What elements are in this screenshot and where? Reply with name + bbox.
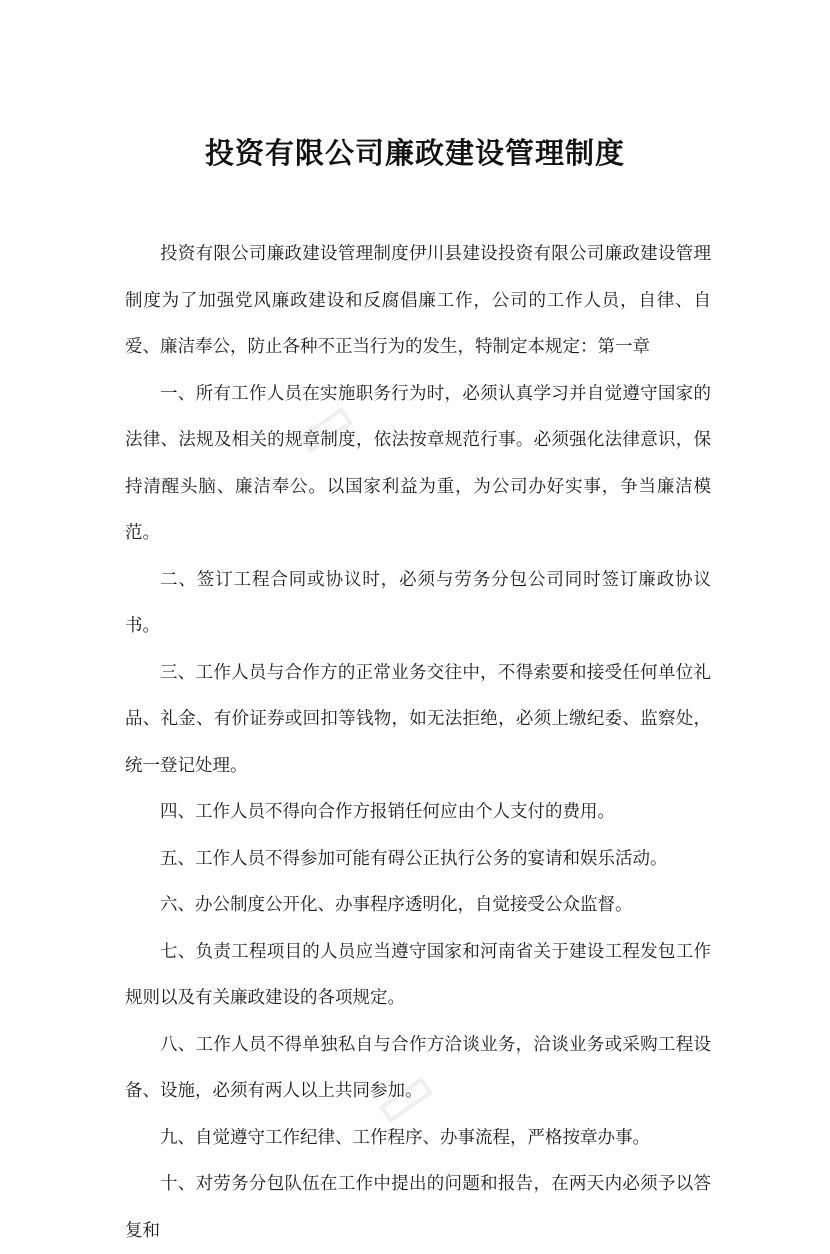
- paragraph-3: 三、工作人员与合作方的正常业务交往中，不得索要和接受任何单位礼品、礼金、有价证券或回扣等钱物，如无法拒绝，必须上缴纪委、监察处，统一登记处理。: [125, 662, 711, 776]
- paragraph-2: 二、签订工程合同或协议时，必须与劳务分包公司同时签订廉政协议书。: [125, 569, 711, 636]
- paragraph-6: 六、办公制度公开化、办事程序透明化，自觉接受公众监督。: [160, 895, 633, 915]
- paragraph-8: 八、工作人员不得单独私自与合作方洽谈业务，洽谈业务或采购工程设备、设施，必须有两人以上共同参加。: [125, 1034, 711, 1101]
- paragraph-7: 七、负责工程项目的人员应当遵守国家和河南省关于建设工程发包工作规则以及有关廉政建设的各项规定。: [125, 941, 711, 1008]
- paragraph-10: 十、对劳务分包队伍在工作中提出的问题和报告，在两天内必须予以答复和: [125, 1174, 711, 1241]
- paragraph-4: 四、工作人员不得向合作方报销任何应由个人支付的费用。: [160, 802, 615, 822]
- document-body: [125, 231, 711, 1254]
- document-title: 投资有限公司廉政建设管理制度: [204, 136, 625, 171]
- paragraph-intro: 投资有限公司廉政建设管理制度伊川县建设投资有限公司廉政建设管理制度为了加强党风廉政建设和反腐倡廉工作，公司的工作人员，自律、自爱、廉洁奉公，防止各种不正当行为的发生，特制定本规定：第一章: [125, 244, 711, 357]
- paragraph-5: 五、工作人员不得参加可能有碍公正执行公务的宴请和娱乐活动。: [160, 848, 668, 869]
- paragraph-1: 一、所有工作人员在实施职务行为时，必须认真学习并自觉遵守国家的法律、法规及相关的规章制度，依法按章规范行事。必须强化法律意识，保持清醒头脑、廉洁奉公。以国家利益为重，为公司办好实事，争当廉洁模范。: [125, 383, 711, 543]
- paragraph-9: 九、自觉遵守工作纪律、工作程序、办事流程，严格按章办事。: [160, 1127, 650, 1148]
